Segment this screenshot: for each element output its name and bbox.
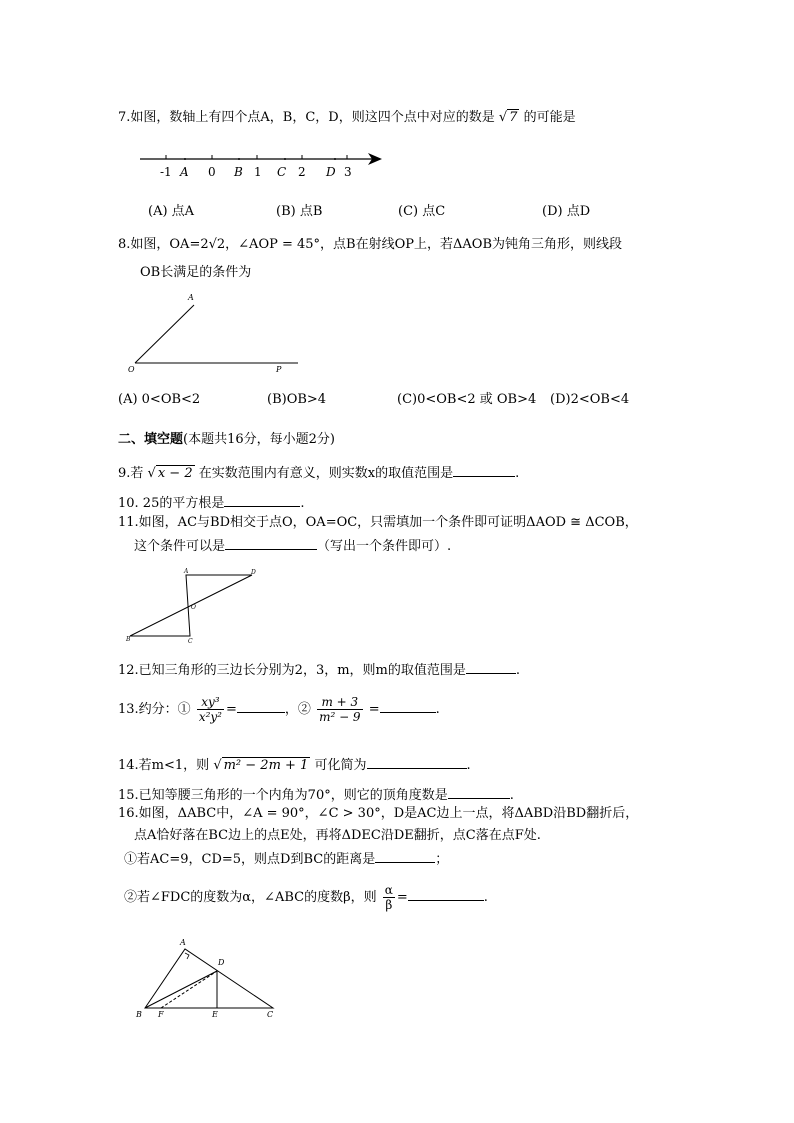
q15-answer-blank[interactable] xyxy=(448,786,510,799)
q13-text: 13.约分：① $\frac{\text{xy³}}{\text{x²y²}}$ = ，② $\frac{m + 3}{\text{m² − 9}}$ = . xyxy=(118,695,440,724)
axis-label: -1 xyxy=(160,165,172,179)
axis-label: 1 xyxy=(254,165,262,179)
q13-answer-blank-2[interactable] xyxy=(380,700,436,713)
svg-text:O: O xyxy=(191,604,196,611)
svg-text:B: B xyxy=(136,1010,142,1019)
svg-text:P: P xyxy=(276,365,282,374)
svg-text:C: C xyxy=(188,638,193,645)
q12-text: 12.已知三角形的三边长分别为2，3，m，则m的取值范围是 . xyxy=(118,663,521,678)
sqrt-x-minus-2: √ x − 2 xyxy=(147,466,193,481)
axis-label: 2 xyxy=(298,165,306,179)
q8-option-b[interactable]: (B)OB>4 xyxy=(267,392,327,407)
q7-text: 7.如图，数轴上有四个点A，B，C，D，则这四个点中对应的数是 √ 7 的可能是 xyxy=(118,110,576,125)
svg-text:A: A xyxy=(184,568,189,575)
svg-text:F: F xyxy=(158,1010,164,1019)
svg-text:A: A xyxy=(180,938,186,947)
q11-line1: 11.如图，AC与BD相交于点O，OA=OC，只需填加一个条件即可证明ΔAOD ≅ ΔCOB， xyxy=(118,515,638,530)
q8-line2: OB长满足的条件为 xyxy=(140,265,252,280)
svg-text:A: A xyxy=(188,293,194,302)
q16-answer-blank-1[interactable] xyxy=(375,850,435,863)
q12-answer-blank[interactable] xyxy=(466,661,516,674)
q15-text: 15.已知等腰三角形的一个内角为70°，则它的顶角度数是 . xyxy=(118,788,514,803)
q13-fraction-1: $\frac{\text{xy³}}{\text{x²y²}}$ xyxy=(198,695,222,724)
q16-answer-blank-2[interactable] xyxy=(408,888,484,901)
q16-line1: 16.如图，ΔABC中，∠A = 90°，∠C > 30°，D是AC边上一点，将ΔABD沿BD翻折后， xyxy=(118,806,639,821)
q16-line2: 点A恰好落在BC边上的点E处，再将ΔDEC沿DE翻折，点C落在点F处. xyxy=(134,828,541,843)
axis-label: C xyxy=(277,165,287,179)
number-line xyxy=(130,148,390,188)
q10-answer-blank[interactable] xyxy=(224,494,300,507)
q8-option-a[interactable]: (A) 0<OB<2 xyxy=(118,392,201,407)
axis-label: B xyxy=(234,165,243,179)
q16-fraction: $\frac{\alpha}{\beta}$ xyxy=(384,883,393,912)
q16-figure xyxy=(128,935,288,1025)
svg-text:O: O xyxy=(128,365,135,374)
q14-answer-blank[interactable] xyxy=(367,756,467,769)
q16-sub2: ②若∠FDC的度数为α，∠ABC的度数β，则 $\frac{\alpha}{\beta}$ = . xyxy=(124,883,488,912)
q13-answer-blank-1[interactable] xyxy=(237,700,285,713)
q16-sub1: ①若AC=9，CD=5，则点D到BC的距离是 ； xyxy=(124,852,449,867)
q8-line1: 8.如图，OA=2√2，∠AOP = 45°，点B在射线OP上，若ΔAOB为钝角三角形，则线段 xyxy=(118,237,622,252)
svg-text:C: C xyxy=(267,1010,274,1019)
svg-text:B: B xyxy=(126,636,131,643)
q10-text: 10. 25的平方根是 . xyxy=(118,496,305,511)
q9-text: 9.若 √ x − 2 在实数范围内有意义，则实数x的取值范围是 . xyxy=(118,466,520,481)
q11-answer-blank[interactable] xyxy=(225,537,317,550)
q9-answer-blank[interactable] xyxy=(453,464,515,477)
q13-fraction-2: $\frac{m + 3}{\text{m² − 9}}$ xyxy=(319,695,361,724)
q11-line2: 这个条件可以是 （写出一个条件即可）. xyxy=(134,539,452,554)
q11-figure xyxy=(122,566,262,646)
sqrt-7: √ 7 xyxy=(498,110,518,125)
q14-text: 14.若m<1，则 √ m² − 2m + 1 可化简为 . xyxy=(118,758,471,773)
q7-option-c[interactable]: (C) 点C xyxy=(398,204,446,219)
q8-option-c[interactable]: (C)0<OB<2 或 OB>4 xyxy=(397,392,537,407)
svg-text:D: D xyxy=(218,958,225,967)
q7-option-d[interactable]: (D) 点D xyxy=(542,204,591,219)
q8-figure xyxy=(124,290,309,380)
axis-label: 3 xyxy=(344,165,352,179)
sqrt-expression: √ m² − 2m + 1 xyxy=(213,758,309,773)
q7-option-b[interactable]: (B) 点B xyxy=(276,204,323,219)
q8-option-d[interactable]: (D)2<OB<4 xyxy=(550,392,630,407)
axis-label: D xyxy=(326,165,336,179)
q7-option-a[interactable]: (A) 点A xyxy=(148,204,195,219)
svg-text:E: E xyxy=(212,1010,218,1019)
axis-label: 0 xyxy=(208,165,216,179)
axis-label: A xyxy=(180,165,189,179)
section-heading: 二、填空题(本题共16分，每小题2分) xyxy=(118,432,335,447)
svg-text:D: D xyxy=(251,569,256,576)
